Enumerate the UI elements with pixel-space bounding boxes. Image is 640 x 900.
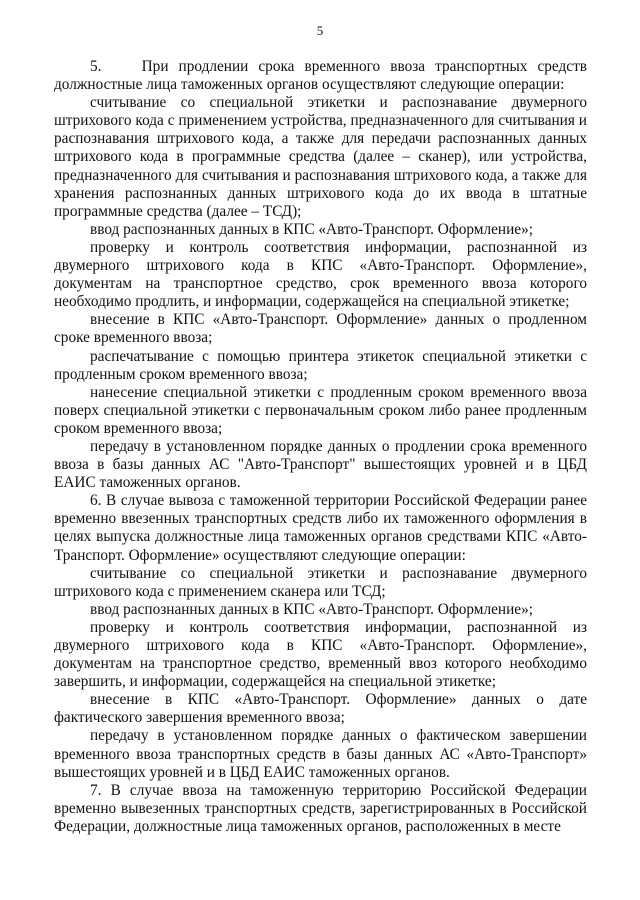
- paragraph-6-data-entry: ввод распознанных данных в КПС «Авто-Транспорт. Оформление»;: [90, 600, 533, 618]
- paragraph-5-data-transfer: передачу в установленном порядке данных о продлении срока временного ввоза в базы данных АС "Авто-Транспорт" вышестоящих уровней и в ЦБД ЕАИС таможенных органов.: [54, 437, 587, 492]
- paragraph-7-intro: 7. В случае ввоза на таможенную территорию Российской Федерации временно вывезенных транспортных средств, зарегистрированных в Российской Федерации, должностные лица таможенных органов, расположенных в месте: [54, 781, 587, 835]
- paragraph-5-label-application: нанесение специальной этикетки с продленным сроком временного ввоза поверх специальной этикетки с первоначальным сроком либо ранее продленным сроком временного ввоза;: [54, 383, 587, 437]
- paragraph-6-completion-date-entry: внесение в КПС «Авто-Транспорт. Оформление» данных о дате фактического завершения временного ввоза;: [54, 691, 587, 727]
- page-number: 5: [316, 23, 324, 38]
- paragraph-5-verification: проверку и контроль соответствия информации, распознанной из двумерного штрихового кода в КПС «Авто-Транспорт. Оформление», документам на транспортное средство, срок временного ввоза которого необходимо продлить, и информации, содержащейся на специальной этикетке;: [54, 238, 587, 311]
- paragraph-5-data-entry: ввод распознанных данных в КПС «Авто-Транспорт. Оформление»;: [90, 220, 533, 238]
- paragraph-5-label-printing: распечатывание с помощью принтера этикеток специальной этикетки с продленным сроком временного ввоза;: [54, 347, 587, 383]
- paragraph-5-extended-term-entry: внесение в КПС «Авто-Транспорт. Оформление» данных о продленном сроке временного ввоза;: [54, 311, 587, 347]
- paragraph-5-intro: 5. При продлении срока временного ввоза транспортных средств должностные лица таможенных органов осуществляют следующие операции:: [54, 58, 587, 94]
- paragraph-5-scanning: считывание со специальной этикетки и распознавание двумерного штрихового кода с применением устройства, предназначенного для считывания и распознавания штрихового кода, а также для передачи распознанных данных штрихового кода в программные средства (далее – сканер), или устройства, предназначенного для считывания и распознавания штрихового кода, а также для хранения распознанных данных штрихового кода до их ввода в штатные программные средства (далее – ТСД);: [54, 94, 587, 220]
- document-body: [54, 58, 587, 836]
- paragraph-6-data-transfer: передачу в установленном порядке данных о фактическом завершении временного ввоза транспортных средств в базы данных АС «Авто-Транспорт» вышестоящих уровней и в ЦБД ЕАИС таможенных органов.: [54, 727, 587, 781]
- paragraph-6-intro: 6. В случае вывоза с таможенной территории Российской Федерации ранее временно ввезенных транспортных средств либо их таможенного оформления в целях выпуска должностные лица таможенных органов средствами КПС «Авто-Транспорт. Оформление» осуществляют следующие операции:: [54, 492, 587, 564]
- paragraph-6-verification: проверку и контроль соответствия информации, распознанной из двумерного штрихового кода в КПС «Авто-Транспорт. Оформление», документам на транспортное средство, временный ввоз которого необходимо завершить, и информации, содержащейся на специальной этикетке;: [54, 618, 587, 691]
- paragraph-6-scanning: считывание со специальной этикетки и распознавание двумерного штрихового кода с применением сканера или ТСД;: [54, 564, 587, 600]
